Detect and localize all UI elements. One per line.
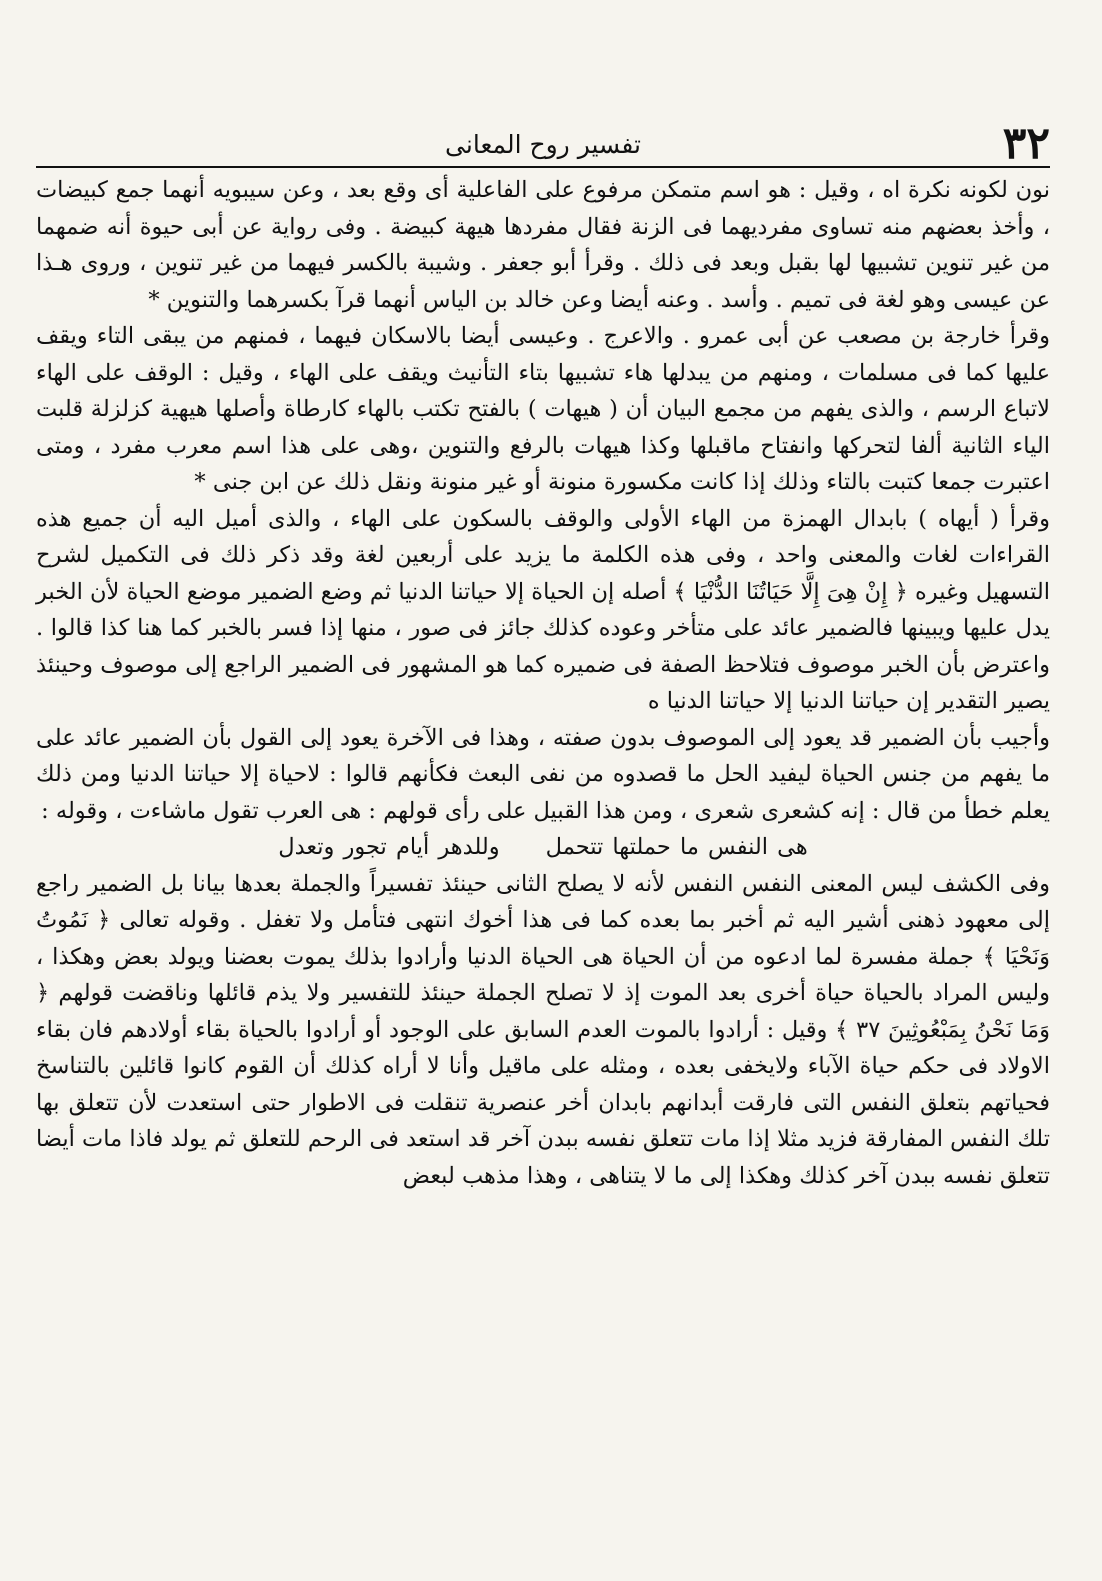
verse-hemistich-2: وللدهر أيام تجور وتعدل (278, 834, 500, 860)
paragraph-4: وأجيب بأن الضمير قد يعود إلى الموصوف بدون صفته ، وهذا فى الآخرة يعود إلى القول بأن الضمير عائد على ما يفهم من جنس الحياة ليفيد الحل ما قصدوه من نفى البعث فكأنهم قالوا : لاحياة إلا حياتنا الدنيا ومن ذلك يعلم خطأ من قال : إنه كشعرى شعرى ، ومن هذا القبيل على رأى قولهم : هى العرب تقول ماشاءت ، وقوله : (36, 724, 1050, 824)
paragraph-3: وقرأ ( أيهاه ) بابدال الهمزة من الهاء الأولى والوقف بالسكون على الهاء ، والذى أميل اليه أن جميع هذه القراءات لغات والمعنى واحد ، وفى هذه الكلمة ما يزيد على أربعين لغة وقد ذكر ذلك فى التكميل لشرح التسهيل وغيره ﴿ إِنْ هِىَ إِلَّا حَيَاتُنَا الدُّنْيَا ﴾ أصله إن الحياة إلا حياتنا الدنيا ثم وضع الضمير موضع الحياة لأن الخبر يدل عليها ويبينها فالضمير عائد على متأخر وعوده كذلك جائز فى صور ، منها إذا فسر بالخبر كما هنا كذا قالوا . واعترض بأن الخبر موصوف فتلاحظ الصفة فى ضميره كما هو المشهور فى الضمير الراجع إلى موصوف وحينئذ يصير التقدير إن حياتنا الدنيا إلا حياتنا الدنيا ه (36, 505, 1050, 714)
header-rule (36, 166, 1050, 168)
paragraph-2: وقرأ خارجة بن مصعب عن أبى عمرو . والاعرج . وعيسى أيضا بالاسكان فيهما ، فمنهم من يبقى التاء ويقف عليها كما فى مسلمات ، ومنهم من يبدلها هاء تشبيها بتاء التأنيث ويقف على الهاء ، وقيل : الوقف على الهاء لاتباع الرسم ، والذى يفهم من مجمع البيان أن ( هيهات ) بالفتح تكتب بالهاء كارطاة وأصلها هيهية كزلزلة قلبت الياء الثانية ألفا لتحركها وانفتاح ماقبلها وكذا هيهات بالرفع والتنوين ،وهى على هذا اسم معرب مفرد ، ومتى اعتبرت جمعا كتبت بالتاء وذلك إذا كانت مكسورة منونة أو غير منونة ونقل ذلك عن ابن جنى * (36, 323, 1050, 495)
paragraph-5: وفى الكشف ليس المعنى النفس النفس لأنه لا يصلح الثانى حينئذ تفسيراً والجملة بعدها بيانا بل الضمير راجع إلى معهود ذهنى أشير اليه ثم أخبر بما بعده كما فى هذا أخوك انتهى فتأمل ولا تغفل . وقوله تعالى ﴿ نَمُوتُ وَنَحْيَا ﴾ جملة مفسرة لما ادعوه من أن الحياة هى الحياة الدنيا وأرادوا بذلك يموت بعضنا ويولد بعض وهكذا ، وليس المراد بالحياة حياة أخرى بعد الموت إذ لا تصلح الجملة حينئذ للتفسير ولا يذم قائلها وناقضت قولهم ﴿ وَمَا نَحْنُ بِمَبْعُوثِينَ ٣٧ ﴾ وقيل : أرادوا بالموت العدم السابق على الوجود أو أرادوا بالحياة بقاء أولادهم فان بقاء الاولاد فى حكم حياة الآباء ولايخفى بعده ، ومثله على ماقيل وأنا لا أراه كذلك أن القوم كانوا قائلين بالتناسخ فحياتهم بتعلق النفس التى فارقت أبدانهم بابدان أخر عنصرية تنقلت فى الاطوار حتى استعدت لأن تتعلق بها تلك النفس المفارقة فزيد مثلا إذا مات تتعلق نفسه ببدن آخر قد استعد فى الرحم للتعلق ثم يولد فاذا مات أيضا تتعلق نفسه ببدن آخر كذلك وهكذا إلى ما لا يتناهى ، وهذا مذهب لبعض (36, 870, 1050, 1189)
running-title: تفسير روح المعانى (445, 130, 641, 159)
page-header (36, 118, 1050, 169)
poetry-verse (36, 829, 1050, 866)
verse-hemistich-1: هى النفس ما حملتها تتحمل (545, 834, 808, 860)
page-number: ٣٢ (1002, 118, 1050, 169)
paragraph-1: نون لكونه نكرة اه ، وقيل : هو اسم متمكن مرفوع على الفاعلية أى وقع بعد ، وعن سيبويه أنهما جمع كبيضات ، وأخذ بعضهم منه تساوى مفرديهما فى الزنة فقال مفردها هيهة كبيضة . وفى رواية عن أبى حيوة أنه ضمهما من غير تنوين تشبيها لها بقبل وبعد فى ذلك . وقرأ أبو جعفر . وشيبة بالكسر فيهما من غير تنوين ، وروى هـذا عن عيسى وهو لغة فى تميم . وأسد . وعنه أيضا وعن خالد بن الياس أنهما قرآ بكسرهما والتنوين * (36, 177, 1050, 313)
page-body (36, 172, 1050, 1194)
